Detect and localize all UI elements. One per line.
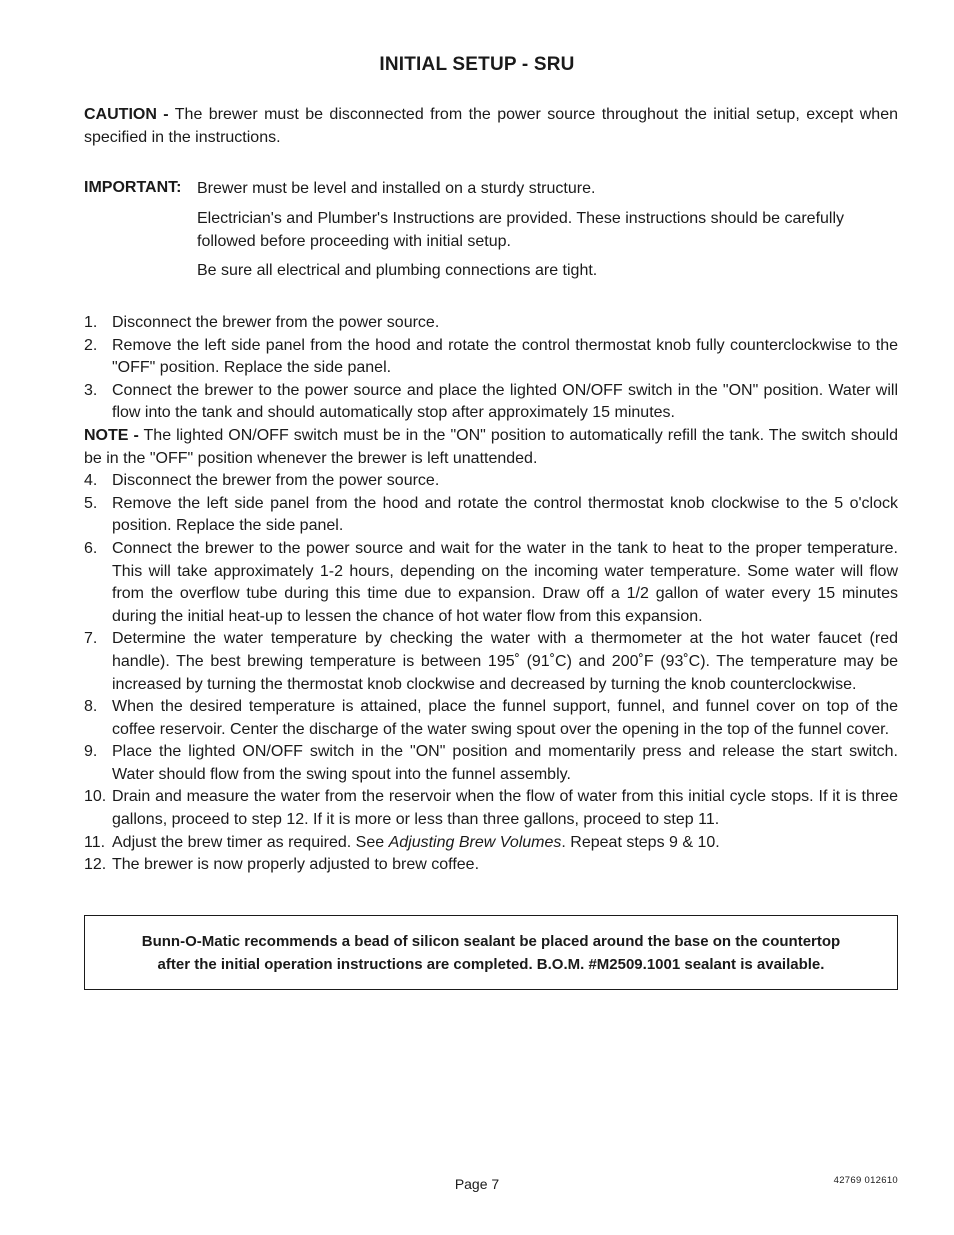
step-number: 3.: [84, 381, 98, 399]
step-number: 11.: [84, 833, 106, 851]
list-item: [84, 786, 898, 831]
caution-label: CAUTION -: [84, 106, 169, 123]
note-text: The lighted ON/OFF switch must be in the "ON" position to automatically refill the tank. The switch should be in the "OFF" position whenever the brewer is left unattended.: [84, 426, 899, 467]
note-paragraph: [84, 425, 898, 470]
section-reference: Adjusting Brew Volumes: [388, 833, 562, 851]
page-number: Page 7: [454, 1176, 500, 1192]
sealant-notice-line-1: Bunn-O-Matic recommends a bead of silicon sealant be placed around the base on the countertop: [141, 933, 841, 950]
step-number: 7.: [84, 630, 98, 648]
step-text-pre: Adjust the brew timer as required. See: [112, 833, 389, 851]
step-text: Disconnect the brewer from the power source.: [112, 314, 440, 331]
step-text-post: . Repeat steps 9 & 10.: [561, 833, 720, 851]
sealant-notice-line-2: after the initial operation instructions are completed. B.O.M. #M2509.1001 sealant is available.: [157, 956, 825, 973]
step-number: 10.: [84, 788, 107, 806]
step-text: Drain and measure the water from the reservoir when the flow of water from this initial cycle stops. If it is three gallons, proceed to step 12. If it is more or less than three gallons, proceed to step 11.: [112, 788, 898, 829]
step-number: 12.: [84, 856, 107, 874]
step-number: 1.: [84, 314, 98, 331]
step-text: Disconnect the brewer from the power source.: [112, 472, 440, 490]
caution-text: The brewer must be disconnected from the power source throughout the initial setup, except when specified in the instructions.: [84, 106, 899, 146]
list-item: [84, 741, 898, 786]
list-item: [84, 493, 898, 538]
important-line-3: Be sure all electrical and plumbing connections are tight.: [197, 262, 598, 279]
step-text: Remove the left side panel from the hood and rotate the control thermostat knob fully counterclockwise to the "OFF" position. Replace the side panel.: [112, 336, 898, 377]
step-number: 4.: [84, 472, 98, 490]
important-line-1: Brewer must be level and installed on a sturdy structure.: [197, 180, 596, 197]
step-number: 2.: [84, 336, 98, 354]
list-item: [84, 470, 898, 493]
step-text: Place the lighted ON/OFF switch in the "ON" position and momentarily press and release the start switch. Water should flow from the swing spout into the funnel assembly.: [112, 743, 898, 783]
step-number: 6.: [84, 539, 98, 557]
step-text: When the desired temperature is attained, place the funnel support, funnel, and funnel cover on top of the coffee reservoir. Center the discharge of the water swing spout over the opening in the top of the funnel cover.: [112, 698, 898, 738]
list-item: [84, 538, 898, 628]
step-text: Connect the brewer to the power source and place the lighted ON/OFF switch in the "ON" position. Water will flow into the tank and should automatically stop after approximately 15 minutes.: [112, 381, 898, 422]
list-item: [84, 628, 898, 696]
step-number: 5.: [84, 494, 98, 512]
page-title: INITIAL SETUP - SRU: [379, 54, 575, 75]
list-item: [84, 380, 898, 425]
important-label: IMPORTANT:: [84, 179, 182, 196]
step-text: Connect the brewer to the power source and wait for the water in the tank to heat to the proper temperature. This will take approximately 1-2 hours, depending on the incoming water temperature. Some water will flow from the overflow tube during this time due to expansion. Draw off a 1/2 gallon of water every 15 minutes during the initial heat-up to lessen the chance of hot water flow from this expansion.: [112, 539, 898, 625]
list-item: [84, 854, 898, 877]
step-number: 9.: [84, 743, 98, 761]
setup-steps: [84, 312, 898, 877]
caution-paragraph: [84, 104, 898, 149]
step-text: The brewer is now properly adjusted to brew coffee.: [112, 856, 480, 874]
list-item: [84, 696, 898, 741]
list-item: [84, 312, 898, 335]
document-number: 42769 012610: [833, 1175, 898, 1186]
step-text: [112, 832, 898, 855]
important-line-2: Electrician's and Plumber's Instructions are provided. These instructions should be carefully followed before proceeding with initial setup.: [197, 210, 845, 250]
list-item: [84, 832, 898, 855]
sealant-notice-box: [84, 915, 898, 990]
step-text: Determine the water temperature by checking the water with a thermometer at the hot water faucet (red handle). The best brewing temperature is between 195˚ (91˚C) and 200˚F (93˚C). The temperature may be increased by turning the thermostat knob clockwise and decreased by turning the knob counterclockwise.: [112, 630, 898, 693]
list-item: [84, 335, 898, 380]
sealant-notice-text: [85, 930, 897, 976]
step-number: 8.: [84, 698, 98, 716]
note-label: NOTE -: [84, 426, 139, 444]
step-text: Remove the left side panel from the hood and rotate the control thermostat knob clockwise to the 5 o'clock position. Replace the side panel.: [112, 494, 898, 535]
